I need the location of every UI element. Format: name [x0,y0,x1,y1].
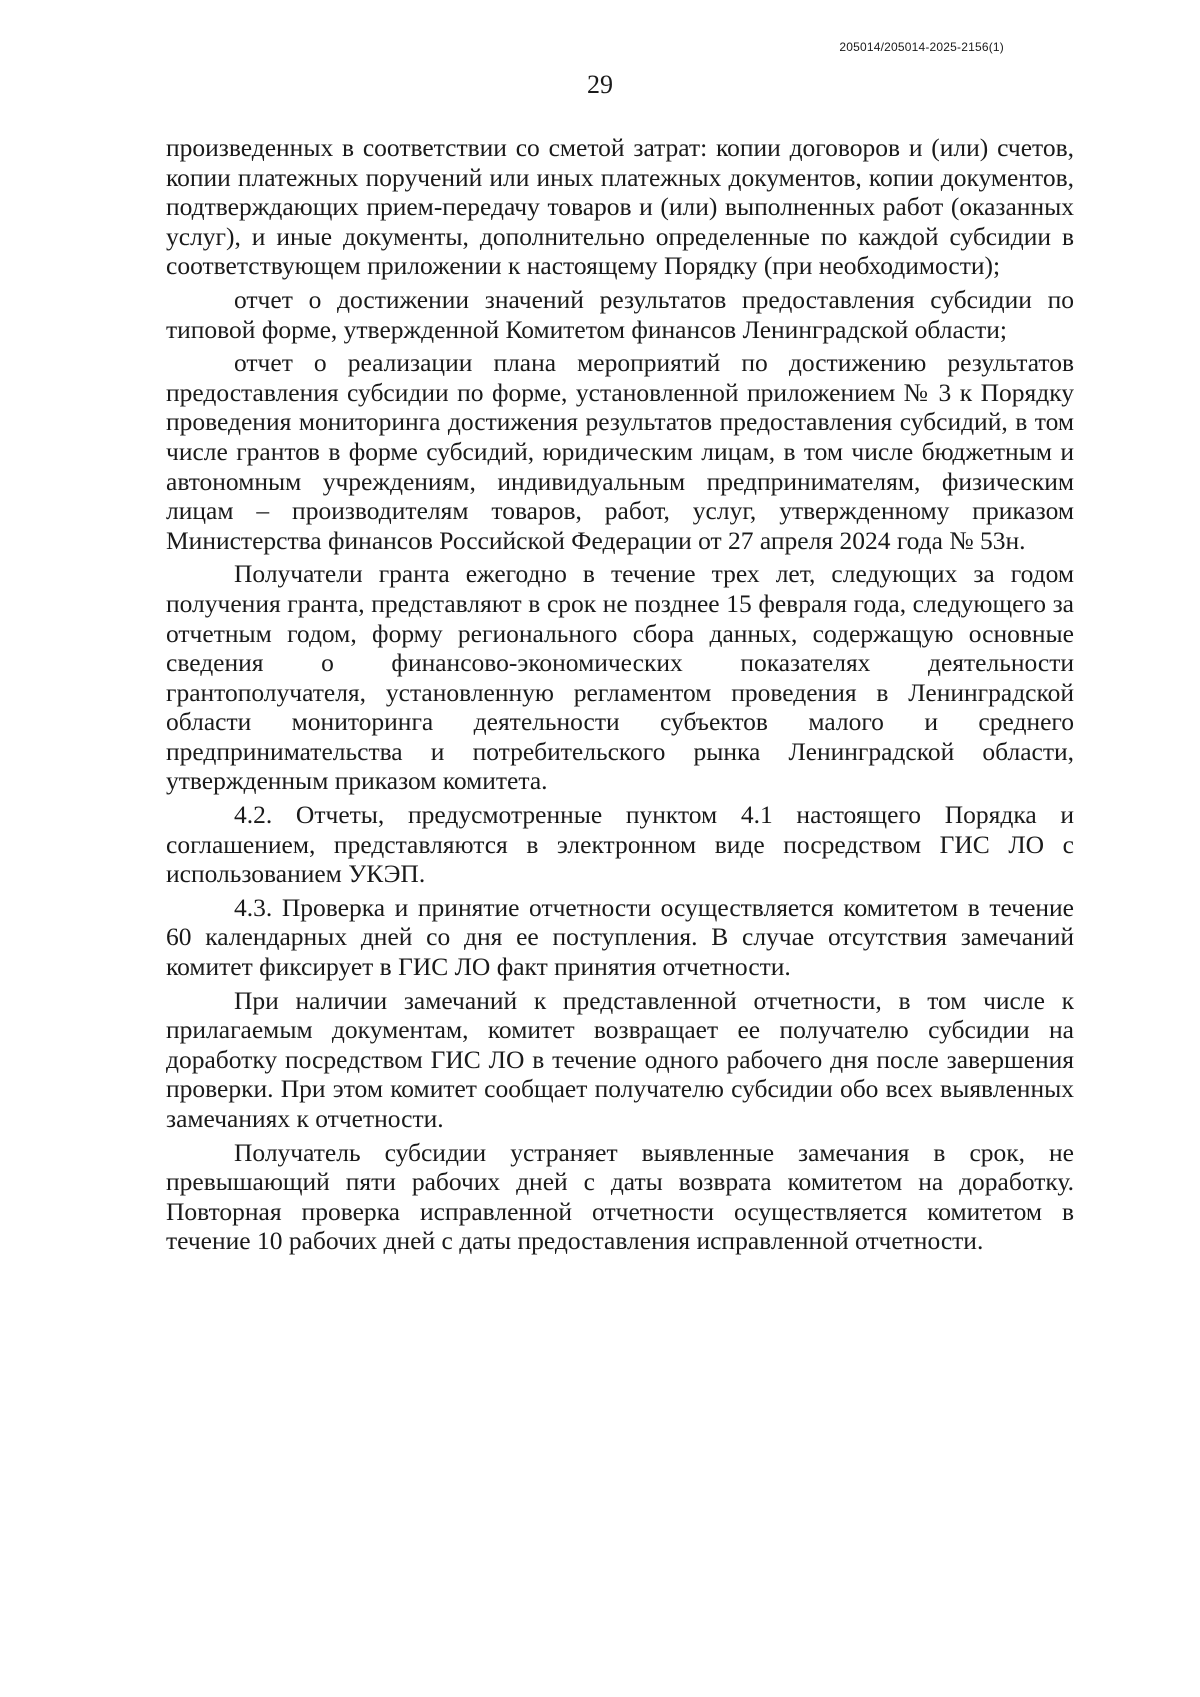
paragraph-continuation: произведенных в соответствии со сметой затрат: копии договоров и (или) счетов, копии платежных поручений или иных платежных документов, копии документов, подтверждающих прием-передачу товаров и (или) выполненных работ (оказанных услуг), и иные документы, дополнительно определенные по каждой субсидии в соответствующем приложении к настоящему Порядку (при необходимости); [166,133,1074,281]
paragraph-4-2: 4.2. Отчеты, предусмотренные пунктом 4.1 настоящего Порядка и соглашением, представляются в электронном виде посредством ГИС ЛО с использованием УКЭП. [166,800,1074,889]
paragraph-report-results: отчет о достижении значений результатов предоставления субсидии по типовой форме, утвержденной Комитетом финансов Ленинградской области; [166,284,1074,344]
paragraph-4-3: 4.3. Проверка и принятие отчетности осуществляется комитетом в течение 60 календарных дней со дня ее поступления. В случае отсутствия замечаний комитет фиксирует в ГИС ЛО факт принятия отчетности. [166,892,1074,982]
document-id: 205014/205014-2025-2156(1) [839,40,1004,54]
paragraph-report-plan: отчет о реализации плана мероприятий по достижению результатов предоставления субсидии по форме, установленной приложением № 3 к Порядку проведения мониторинга достижения результатов предоставления субсидий, в том числе грантов в форме субсидий, юридическим лицам, в том числе бюджетным и автономным учреждениям, индивидуальным предпринимателям, физическим лицам – производителям товаров, работ, услуг, утвержденному приказом Министерства финансов Российской Федерации от 27 апреля 2024 года № 53н. [166,348,1074,555]
paragraph-grant-recipients: Получатели гранта ежегодно в течение трех лет, следующих за годом получения гранта, представляют в срок не позднее 15 февраля года, следующего за отчетным годом, форму регионального сбора данных, содержащую основные сведения о финансово-экономических показателях деятельности грантополучателя, установленную регламентом проведения в Ленинградской области мониторинга деятельности субъектов малого и среднего предпринимательства и потребительского рынка Ленинградской области, утвержденным приказом комитета. [166,559,1074,796]
paragraph-corrections: Получатель субсидии устраняет выявленные замечания в срок, не превышающий пяти рабочих дней с даты возврата комитетом на доработку. Повторная проверка исправленной отчетности осуществляется комитетом в течение 10 рабочих дней с даты предоставления исправленной отчетности. [166,1137,1074,1256]
document-body [166,133,1074,1256]
page-number: 29 [587,70,613,99]
paragraph-remarks: При наличии замечаний к представленной отчетности, в том числе к прилагаемым документам, комитет возвращает ее получателю субсидии на доработку посредством ГИС ЛО в течение одного рабочего дня после завершения проверки. При этом комитет сообщает получателю субсидии обо всех выявленных замечаниях к отчетности. [166,985,1074,1133]
